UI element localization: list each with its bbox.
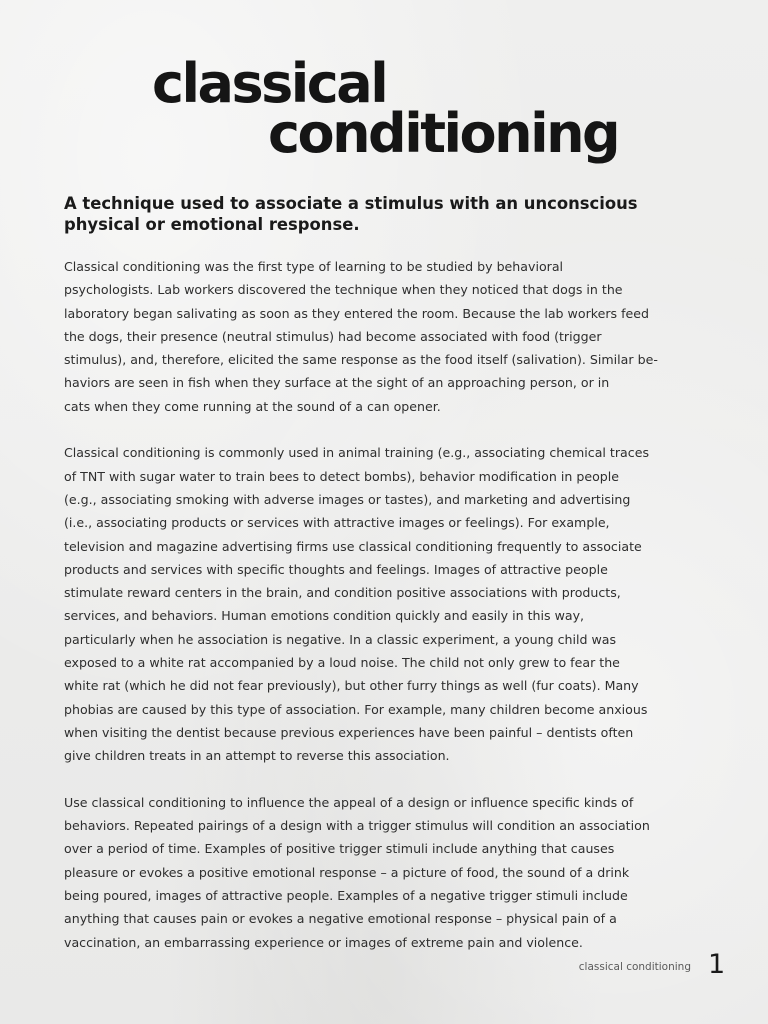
text-line: Use classical conditioning to influence the appeal of a design or influence specific kinds of (64, 794, 634, 810)
footer-running-title: classical conditioning (578, 961, 691, 973)
title-block (0, 0, 768, 180)
text-line: exposed to a white rat accompanied by a loud noise. The child not only grew to fear the (64, 655, 620, 671)
text-line: cats when they come running at the sound of a can opener. (64, 398, 441, 414)
text-line: services, and behaviors. Human emotions condition quickly and easily in this way, (64, 608, 585, 624)
page-number: 1 (708, 949, 726, 980)
text-line: when visiting the dentist because previous experiences have been painful – dentists often (64, 724, 634, 740)
paragraph-3 (64, 791, 709, 954)
subtitle-line-1: A technique used to associate a stimulus with an unconscious (64, 194, 638, 213)
text-line: stimulus), and, therefore, elicited the same response as the food itself (salivation). Similar be- (64, 352, 658, 368)
text-line: (i.e., associating products or services with attractive images or feelings). For example, (64, 515, 610, 531)
text-line: Classical conditioning is commonly used in animal training (e.g., associating chemical traces (64, 445, 650, 461)
text-line: particularly when he association is negative. In a classic experiment, a young child was (64, 631, 617, 647)
subtitle-line-2: physical or emotional response. (64, 215, 360, 234)
text-line: white rat (which he did not fear previously), but other furry things as well (fur coats). Many (64, 678, 639, 694)
text-line: laboratory began salivating as soon as they entered the room. Because the lab workers feed (64, 305, 650, 321)
text-line: stimulate reward centers in the brain, and condition positive associations with products, (64, 585, 621, 601)
text-line: Classical conditioning was the first type of learning to be studied by behavioral (64, 259, 564, 274)
text-line: over a period of time. Examples of positive trigger stimuli include anything that causes (64, 841, 615, 857)
body-text (64, 255, 709, 977)
text-line: vaccination, an embarrassing experience or images of extreme pain and violence. (64, 934, 583, 950)
text-line: (e.g., associating smoking with adverse images or tastes), and marketing and advertising (64, 491, 631, 507)
page-title-line-1: classical (152, 52, 387, 115)
text-line: give children treats in an attempt to reverse this association. (64, 748, 450, 764)
text-line: phobias are caused by this type of association. For example, many children become anxious (64, 701, 648, 717)
subtitle (64, 193, 714, 235)
text-line: behaviors. Repeated pairings of a design with a trigger stimulus will condition an association (64, 818, 650, 834)
text-line: television and magazine advertising firms use classical conditioning frequently to associate (64, 538, 642, 554)
text-line: of TNT with sugar water to train bees to detect bombs), behavior modification in people (64, 468, 620, 484)
page-footer (0, 948, 768, 988)
text-line: psychologists. Lab workers discovered the technique when they noticed that dogs in the (64, 282, 623, 298)
paragraph-2 (64, 441, 709, 767)
text-line: being poured, images of attractive people. Examples of a negative trigger stimuli include (64, 888, 628, 904)
text-line: the dogs, their presence (neutral stimulus) had become associated with food (trigger (64, 328, 602, 344)
text-line: pleasure or evokes a positive emotional response – a picture of food, the sound of a drink (64, 864, 630, 880)
paragraph-1 (64, 255, 709, 418)
page-title-line-2: conditioning (268, 102, 619, 165)
text-line: anything that causes pain or evokes a negative emotional response – physical pain of a (64, 911, 617, 927)
text-line: products and services with specific thoughts and feelings. Images of attractive people (64, 561, 608, 577)
text-line: haviors are seen in fish when they surface at the sight of an approaching person, or in (64, 375, 610, 391)
